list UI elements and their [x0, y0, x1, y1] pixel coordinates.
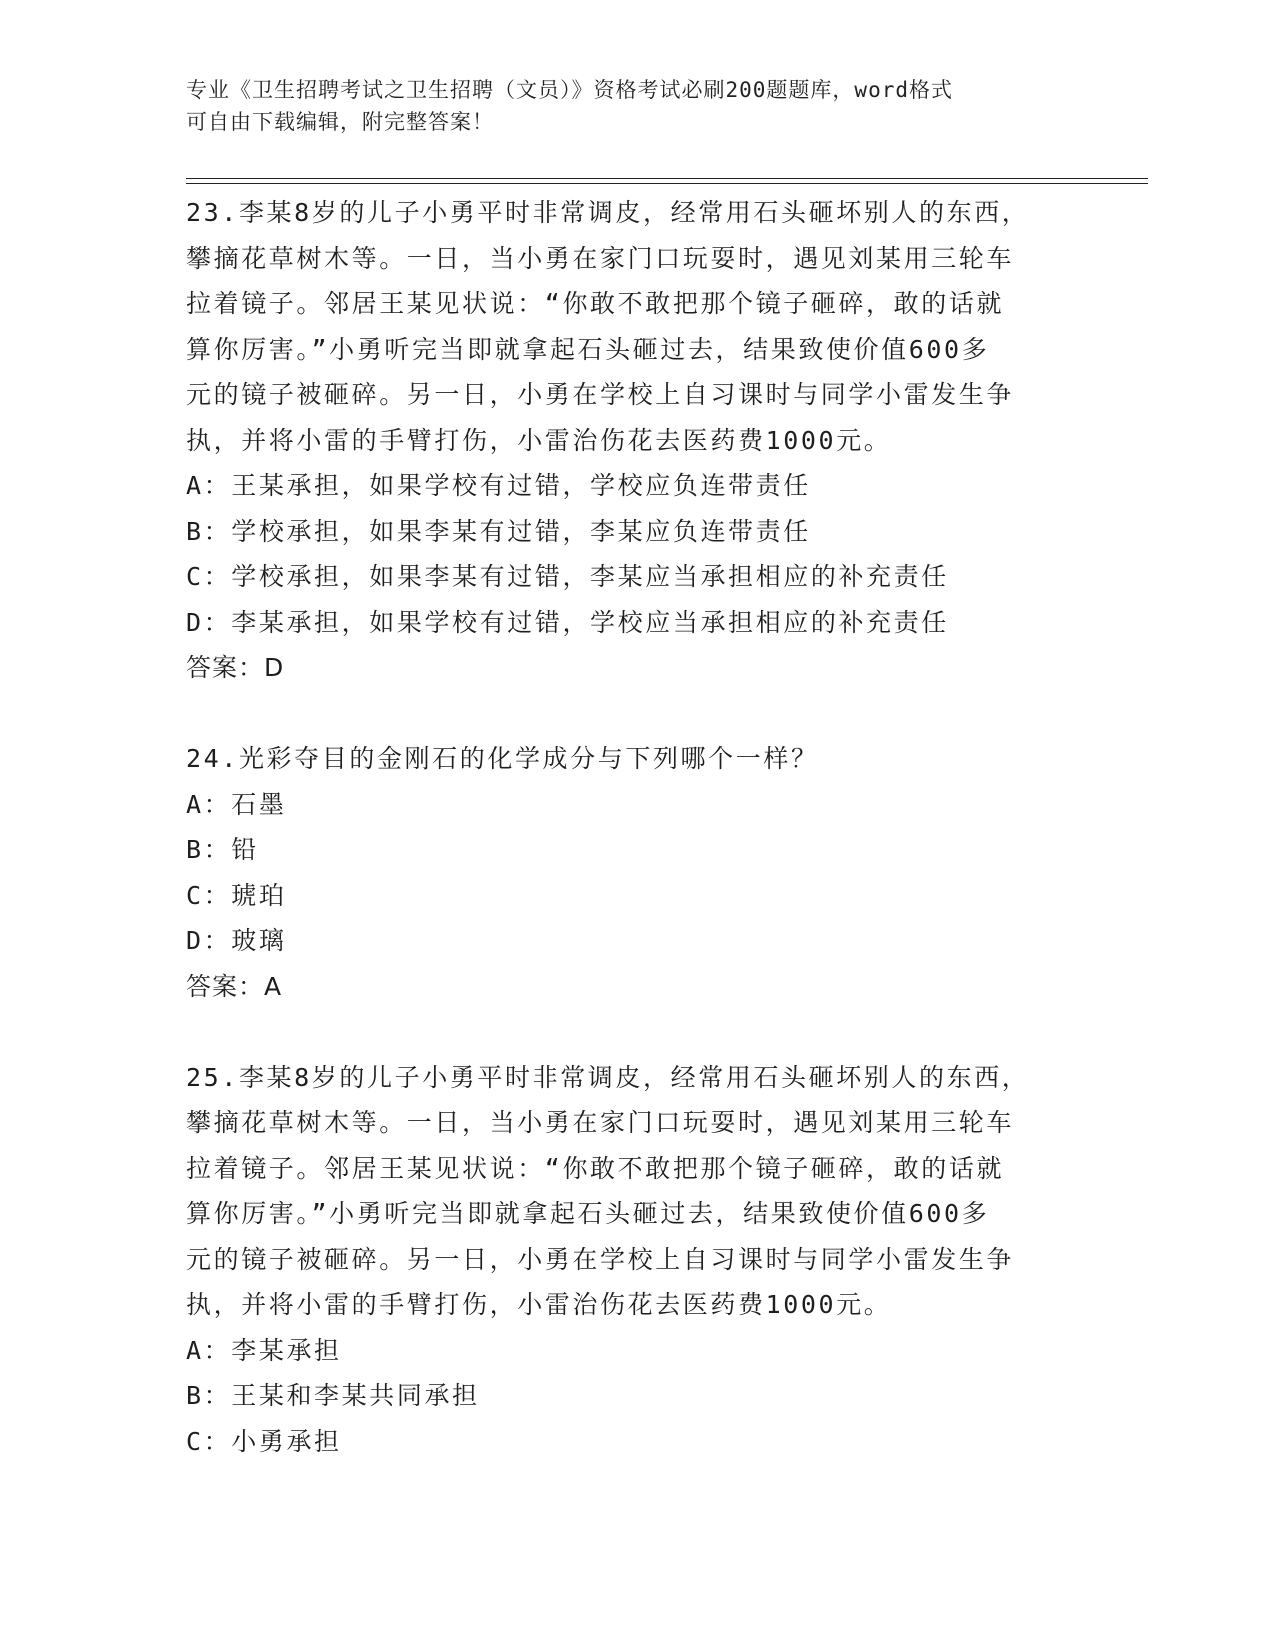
option-b: B：铅	[186, 835, 259, 864]
stem-line: 算你厉害。”小勇听完当即就拿起石头砸过去，结果致使价值600多	[186, 334, 990, 364]
stem-line: 攀摘花草树木等。一日，当小勇在家门口玩耍时，遇见刘某用三轮车	[186, 1108, 1015, 1137]
document-header	[186, 74, 1066, 138]
option-b: B：学校承担，如果李某有过错，李某应负连带责任	[186, 516, 811, 546]
stem-line: 攀摘花草树木等。一日，当小勇在家门口玩耍时，遇见刘某用三轮车	[186, 243, 1015, 273]
option-b: B：王某和李某共同承担	[186, 1381, 480, 1410]
option-a: A：石墨	[186, 789, 287, 819]
stem-line: 元的镜子被砸碎。另一日，小勇在学校上自习课时与同学小雷发生争	[186, 380, 1015, 409]
answer-line: 答案：A	[186, 971, 283, 1001]
stem-line: 执，并将小雷的手臂打伤，小雷治伤花去医药费1000元。	[186, 1290, 892, 1319]
question-spacer	[186, 1009, 1086, 1055]
stem-line: 24.光彩夺目的金刚石的化学成分与下列哪个一样？	[186, 744, 819, 773]
option-a: A：王某承担，如果学校有过错，学校应负连带责任	[186, 471, 811, 500]
question-spacer	[186, 691, 1086, 737]
question-stem	[186, 736, 1086, 782]
option-c: C：小勇承担	[186, 1426, 342, 1456]
question-stem	[186, 1055, 1086, 1328]
stem-line: 算你厉害。”小勇听完当即就拿起石头砸过去，结果致使价值600多	[186, 1199, 990, 1228]
header-divider-top	[186, 178, 1148, 179]
stem-line: 25.李某8岁的儿子小勇平时非常调皮，经常用石头砸坏别人的东西，	[186, 1062, 1030, 1092]
question-stem	[186, 190, 1086, 463]
header-line-1: 专业《卫生招聘考试之卫生招聘（文员）》资格考试必刷200题题库，word格式	[186, 78, 953, 102]
question-list	[186, 190, 1086, 1464]
question-25	[186, 1055, 1086, 1465]
stem-line: 23.李某8岁的儿子小勇平时非常调皮，经常用石头砸坏别人的东西，	[186, 198, 1030, 227]
question-23	[186, 190, 1086, 691]
stem-line: 拉着镜子。邻居王某见状说：“你敢不敢把那个镜子砸碎，敢的话就	[186, 289, 1005, 318]
header-line-2: 可自由下载编辑，附完整答案！	[186, 110, 494, 134]
stem-line: 元的镜子被砸碎。另一日，小勇在学校上自习课时与同学小雷发生争	[186, 1244, 1015, 1274]
stem-line: 拉着镜子。邻居王某见状说：“你敢不敢把那个镜子砸碎，敢的话就	[186, 1153, 1005, 1183]
answer-line: 答案：D	[186, 653, 285, 682]
option-c: C：琥珀	[186, 880, 287, 910]
option-d: D：李某承担，如果学校有过错，学校应当承担相应的补充责任	[186, 607, 949, 637]
option-d: D：玻璃	[186, 926, 287, 955]
question-24	[186, 736, 1086, 1009]
header-divider-bottom	[186, 183, 1148, 184]
option-c: C：学校承担，如果李某有过错，李某应当承担相应的补充责任	[186, 562, 949, 591]
stem-line: 执，并将小雷的手臂打伤，小雷治伤花去医药费1000元。	[186, 425, 892, 455]
option-a: A：李某承担	[186, 1335, 342, 1365]
